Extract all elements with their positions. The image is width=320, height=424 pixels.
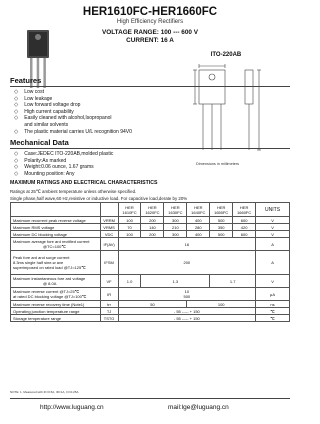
dimension-drawing bbox=[173, 62, 283, 160]
unit-cell: A bbox=[256, 238, 290, 251]
symbol-cell: VDC bbox=[100, 231, 118, 238]
value-cell: 500 bbox=[210, 231, 233, 238]
ratings-note-1: Ratings at 25℃ ambient temperature unless otherwise specified. bbox=[10, 189, 137, 194]
ratings-note-2: Single phase,half wave,60 Hz,resistive or inductive load. For capacitive load,derate by 20% bbox=[10, 196, 188, 201]
header-cell bbox=[100, 203, 118, 217]
list-item: ◇ Easily cleaned with alcohol,Isopropanol bbox=[14, 115, 112, 122]
symbol-cell: TSTG bbox=[100, 315, 118, 322]
table-row bbox=[11, 301, 290, 308]
value-cell: 100 bbox=[118, 231, 141, 238]
ratings-heading: MAXIMUM RATINGS AND ELECTRICAL CHARACTERISTICS bbox=[10, 180, 158, 186]
value-cell: 300 bbox=[164, 217, 187, 224]
unit-cell: V bbox=[256, 217, 290, 224]
unit-cell: μA bbox=[256, 288, 290, 301]
diamond-bullet-icon: ◇ bbox=[14, 95, 19, 102]
part-title: HER1610FC-HER1660FC bbox=[82, 6, 218, 18]
param-cell: Operating junction temperature range bbox=[11, 308, 101, 315]
symbol-cell: IF(AV) bbox=[100, 238, 118, 251]
table-row bbox=[11, 275, 290, 288]
symbol-cell: IR bbox=[100, 288, 118, 301]
param-cell: Storage temperature range bbox=[11, 315, 101, 322]
value-cell: - 55 ----- + 150 bbox=[118, 315, 256, 322]
diamond-bullet-icon: ◇ bbox=[14, 102, 19, 109]
list-item: ◇ Case:JEDEC ITO-220AB,molded plastic bbox=[14, 151, 114, 157]
table-row bbox=[11, 224, 290, 231]
dimensions-note: Dimensions in millimeters bbox=[196, 162, 240, 166]
header-cell bbox=[11, 203, 101, 217]
unit-cell: A bbox=[256, 251, 290, 275]
param-cell: Maximum recurrent peak reverse voltage bbox=[11, 217, 101, 224]
table-row bbox=[11, 217, 290, 224]
symbol-cell: VF bbox=[100, 275, 118, 288]
symbol-cell: trr bbox=[100, 301, 118, 308]
list-item: and similar solvents bbox=[24, 121, 69, 128]
value-cell: 500 bbox=[210, 217, 233, 224]
value-cell: 600 bbox=[233, 217, 256, 224]
table-row bbox=[11, 231, 290, 238]
table-row bbox=[11, 238, 290, 251]
diamond-bullet-icon: ◇ bbox=[14, 164, 19, 171]
part-subtitle: High Efficiency Rectifiers bbox=[116, 19, 184, 25]
param-cell: Maximum instantaneous fore ard voltage @ 8.0A bbox=[11, 275, 101, 288]
email-link[interactable]: mail:lge@luguang.cn bbox=[168, 404, 229, 411]
value-cell: 50 bbox=[118, 301, 187, 308]
value-cell: 140 bbox=[141, 224, 164, 231]
value-cell: 300 bbox=[164, 231, 187, 238]
diamond-bullet-icon: ◇ bbox=[14, 89, 19, 95]
package-label: ITO-220AB bbox=[210, 52, 242, 58]
mechanical-heading: Mechanical Data bbox=[10, 138, 69, 147]
value-cell: 16 bbox=[118, 238, 256, 251]
value-cell: - 55 ----- + 150 bbox=[118, 308, 256, 315]
value-cell: 420 bbox=[233, 224, 256, 231]
param-cell: Peak fore ard and surge current 8.3ms single half sine-w ave superimposed on rated load @TJ=125℃ bbox=[11, 251, 101, 275]
diamond-bullet-icon: ◇ bbox=[14, 170, 19, 177]
unit-cell: V bbox=[256, 224, 290, 231]
value-cell: 1.7 bbox=[210, 275, 256, 288]
value-cell: 600 bbox=[233, 231, 256, 238]
table-row bbox=[11, 288, 290, 301]
list-item: ◇ Mounting position: Any bbox=[14, 170, 75, 177]
list-item: ◇ The plastic material carries U/L recognition 94V0 bbox=[14, 128, 132, 135]
features-heading: Features bbox=[10, 76, 42, 85]
param-cell: Maximum reverse recovery time (Note1) bbox=[11, 301, 101, 308]
symbol-cell: IFSM bbox=[100, 251, 118, 275]
value-cell: 200 bbox=[118, 251, 256, 275]
column-header: HER 1610FC bbox=[118, 203, 141, 217]
list-item: ◇ Low leakage bbox=[14, 95, 53, 102]
value-cell: 200 bbox=[141, 231, 164, 238]
table-row bbox=[11, 308, 290, 315]
value-cell: 100 bbox=[187, 301, 256, 308]
table-row bbox=[11, 315, 290, 322]
diamond-bullet-icon: ◇ bbox=[14, 151, 19, 157]
list-item: ◇ High current capability bbox=[14, 108, 74, 115]
list-item: ◇ Low cost bbox=[14, 89, 44, 95]
value-cell: 280 bbox=[187, 224, 210, 231]
symbol-cell: VRRM bbox=[100, 217, 118, 224]
value-cell: 200 bbox=[141, 217, 164, 224]
param-cell: Maximum RMS voltage bbox=[11, 224, 101, 231]
column-header: HER 1620FC bbox=[141, 203, 164, 217]
units-header: UNITS bbox=[256, 203, 290, 217]
value-cell: 210 bbox=[164, 224, 187, 231]
list-item: ◇ Polarity:As marked bbox=[14, 157, 67, 164]
list-item: ◇ Low forward voltage drop bbox=[14, 102, 81, 109]
value-cell: 400 bbox=[187, 217, 210, 224]
value-cell: 1.0 bbox=[118, 275, 141, 288]
unit-cell: ns bbox=[256, 301, 290, 308]
unit-cell: ℃ bbox=[256, 315, 290, 322]
param-cell: Maximum DC blocking voltage bbox=[11, 231, 101, 238]
table-header-row bbox=[11, 203, 290, 217]
unit-cell: V bbox=[256, 275, 290, 288]
value-cell: 70 bbox=[118, 224, 141, 231]
mechanical-list bbox=[14, 151, 113, 177]
value-cell: 1.3 bbox=[141, 275, 210, 288]
symbol-cell: VRMS bbox=[100, 224, 118, 231]
table-row bbox=[11, 251, 290, 275]
value-cell: 400 bbox=[187, 231, 210, 238]
column-header: HER 1650FC bbox=[210, 203, 233, 217]
diamond-bullet-icon: ◇ bbox=[14, 128, 19, 135]
footer-rule bbox=[10, 398, 290, 399]
ratings-table bbox=[10, 202, 290, 322]
unit-cell: V bbox=[256, 231, 290, 238]
symbol-cell: TJ bbox=[100, 308, 118, 315]
table-footnote: NOTE: 1. Measured with IF=0.5A, IR=1A, Irr=0.25A bbox=[10, 390, 79, 394]
diamond-bullet-icon: ◇ bbox=[14, 157, 19, 164]
value-cell: 100 bbox=[118, 217, 141, 224]
value-cell: 350 bbox=[210, 224, 233, 231]
value-cell: 10 500 bbox=[118, 288, 256, 301]
voltage-range: VOLTAGE RANGE: 100 --- 600 V bbox=[102, 29, 198, 36]
current-rating: CURRENT: 16 A bbox=[126, 36, 174, 44]
diamond-bullet-icon: ◇ bbox=[14, 115, 19, 122]
param-cell: Maximum reverse current @TJ=25℃ at rated DC blocking voltage @TJ=100℃ bbox=[11, 288, 101, 301]
column-header: HER 1630FC bbox=[164, 203, 187, 217]
diamond-bullet-icon: ◇ bbox=[14, 108, 19, 115]
unit-cell: ℃ bbox=[256, 308, 290, 315]
features-list bbox=[14, 89, 132, 135]
list-item: ◇ Weight:0.06 ounce, 1.67 grams bbox=[14, 164, 94, 171]
column-header: HER 1660FC bbox=[233, 203, 256, 217]
column-header: HER 1640FC bbox=[187, 203, 210, 217]
param-cell: Maximum average fore ard rectified current @TC=100℃ bbox=[11, 238, 101, 251]
website-link[interactable]: http://www.luguang.cn bbox=[40, 404, 104, 411]
